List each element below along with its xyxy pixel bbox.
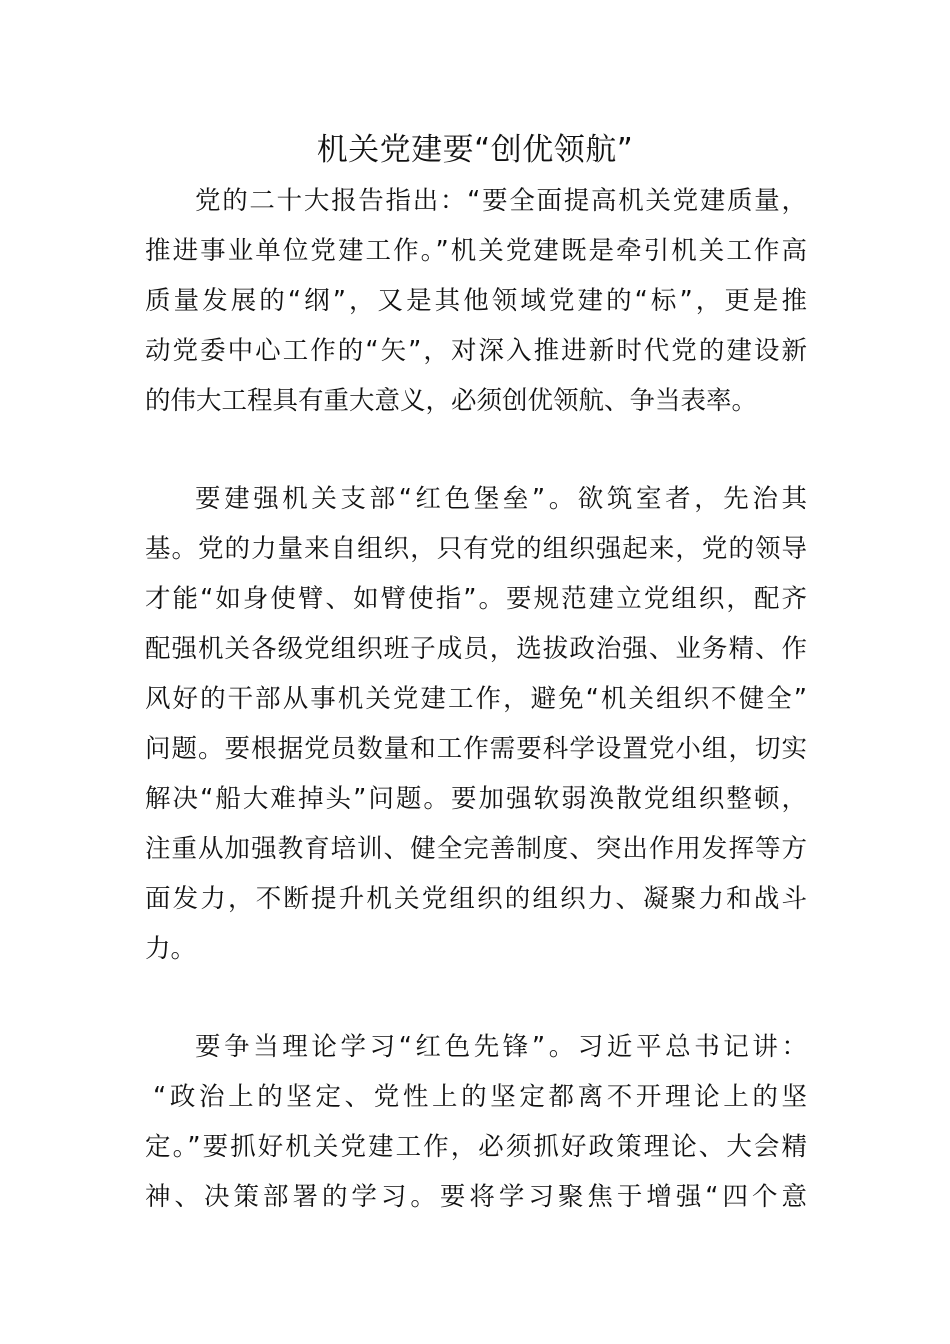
paragraph-line: 质量发展的“纲”，又是其他领域党建的“标”，更是推	[145, 286, 807, 316]
paragraph-line: 问题。要根据党员数量和工作需要科学设置党小组，切实	[145, 734, 807, 764]
paragraph-line: 要建强机关支部“红色堡垒”。欲筑室者，先治其	[195, 484, 807, 514]
paragraph-line: 力。	[145, 934, 197, 964]
paragraph-line: 要争当理论学习“红色先锋”。习近平总书记讲：	[195, 1032, 807, 1062]
paragraph-line: 动党委中心工作的“矢”，对深入推进新时代党的建设新	[145, 336, 807, 366]
paragraph-line: 面发力，不断提升机关党组织的组织力、凝聚力和战斗	[145, 884, 807, 914]
paragraph-line: 配强机关各级党组织班子成员，选拔政治强、业务精、作	[145, 634, 807, 664]
document-title: 机关党建要“创优领航”	[316, 132, 634, 168]
paragraph-3	[145, 1022, 807, 1222]
paragraph-line: 推进事业单位党建工作。”机关党建既是牵引机关工作高	[145, 236, 807, 266]
paragraph-2	[145, 474, 807, 974]
paragraph-line: 注重从加强教育培训、健全完善制度、突出作用发挥等方	[145, 834, 807, 864]
paragraph-1	[145, 176, 807, 426]
paragraph-line: 的伟大工程具有重大意义，必须创优领航、争当表率。	[145, 386, 758, 416]
paragraph-line: 神、决策部署的学习。要将学习聚焦于增强“四个意	[145, 1182, 807, 1212]
paragraph-line: 党的二十大报告指出：“要全面提高机关党建质量，	[195, 186, 807, 216]
paragraph-line: 基。党的力量来自组织，只有党的组织强起来，党的领导	[145, 534, 807, 564]
paragraph-line: “政治上的坚定、党性上的坚定都离不开理论上的坚	[153, 1082, 807, 1112]
paragraph-line: 才能“如身使臂、如臂使指”。要规范建立党组织，配齐	[145, 584, 807, 614]
paragraph-line: 风好的干部从事机关党建工作，避免“机关组织不健全”	[145, 684, 807, 714]
paragraph-line: 定。”要抓好机关党建工作，必须抓好政策理论、大会精	[145, 1132, 807, 1162]
paragraph-line: 解决“船大难掉头”问题。要加强软弱涣散党组织整顿，	[145, 784, 807, 814]
